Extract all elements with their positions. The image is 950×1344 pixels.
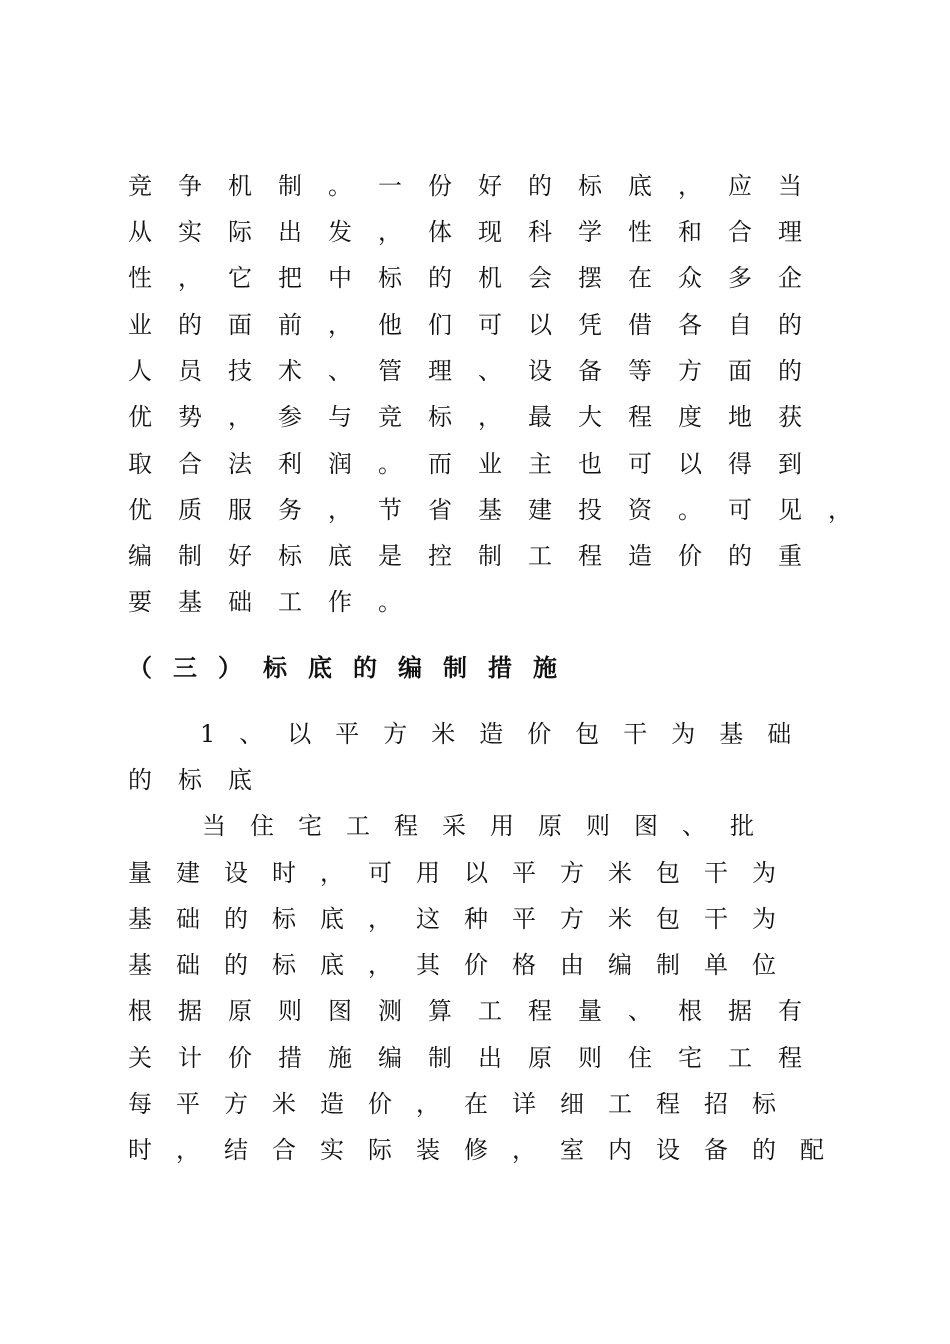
paragraph-line: 取合法利润。而业主也可以得到 bbox=[128, 450, 828, 478]
paragraph-line: 基础的标底，其价格由编制单位 bbox=[128, 951, 800, 979]
paragraph-line: 根据原则图测算工程量、根据有 bbox=[128, 997, 828, 1025]
paragraph-line: 量建设时，可用以平方米包干为 bbox=[128, 859, 800, 887]
paragraph-line: 每平方米造价，在详细工程招标 bbox=[128, 1090, 800, 1118]
paragraph-line: 竞争机制。一份好的标底，应当 bbox=[128, 172, 828, 200]
paragraph-line: 业的面前，他们可以凭借各自的 bbox=[128, 311, 828, 339]
subsection-title: 的标底 bbox=[128, 766, 278, 794]
paragraph-line: 人员技术、管理、设备等方面的 bbox=[128, 357, 828, 385]
paragraph-line: 基础的标底，这种平方米包干为 bbox=[128, 905, 800, 933]
subsection-title: 1、以平方米造价包干为基础 bbox=[200, 720, 816, 748]
section-heading: （三）标底的编制措施 bbox=[128, 653, 578, 682]
paragraph-line: 性，它把中标的机会摆在众多企 bbox=[128, 264, 828, 292]
paragraph-line: 优质服务，节省基建投资。可见， bbox=[128, 496, 878, 524]
paragraph-line: 编制好标底是控制工程造价的重 bbox=[128, 542, 828, 570]
paragraph-line: 从实际出发，体现科学性和合理 bbox=[128, 218, 828, 246]
paragraph-line: 优势，参与竞标，最大程度地获 bbox=[128, 403, 828, 431]
paragraph-line: 关计价措施编制出原则住宅工程 bbox=[128, 1044, 828, 1072]
paragraph-line: 时，结合实际装修，室内设备的配 bbox=[128, 1136, 848, 1164]
paragraph-line: 当住宅工程采用原则图、批 bbox=[202, 812, 778, 840]
paragraph-line: 要基础工作。 bbox=[128, 588, 428, 616]
